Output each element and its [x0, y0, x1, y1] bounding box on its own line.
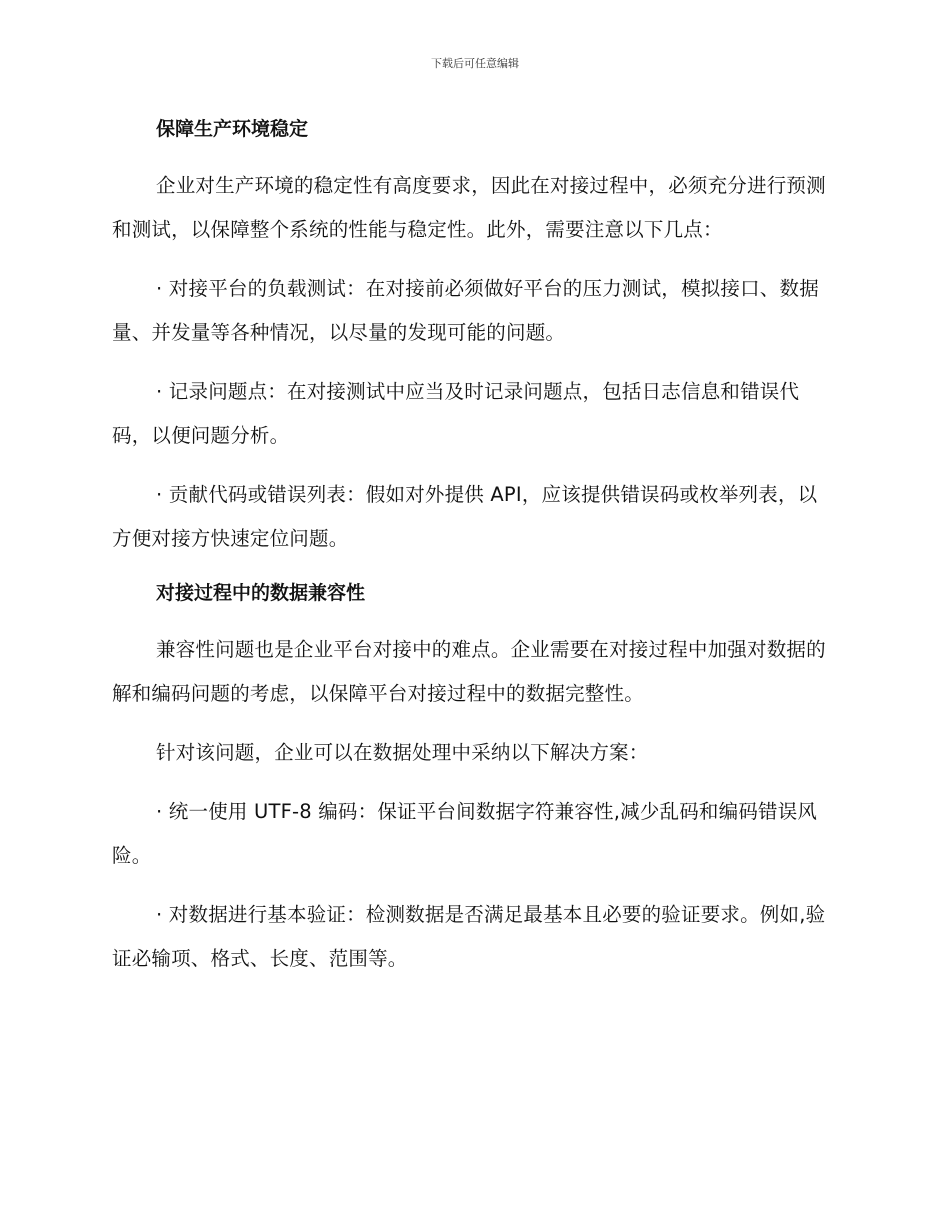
paragraph-compatibility-intro: 兼容性问题也是企业平台对接中的难点。企业需要在对接过程中加强对数据的解和编码问题的考虑，以保障平台对接过程中的数据完整性。	[112, 638, 826, 705]
paragraph-solutions-intro: 针对该问题，企业可以在数据处理中采纳以下解决方案：	[156, 741, 649, 764]
bullet-data-validation: · 对数据进行基本验证：检测数据是否满足最基本且必要的验证要求。例如,验证必输项、格式、长度、范围等。	[112, 903, 826, 970]
section-heading-compatibility: 对接过程中的数据兼容性	[156, 582, 366, 604]
page-header: 下载后可任意编辑	[431, 57, 519, 70]
bullet-utf8-encoding: · 统一使用 UTF-8 编码：保证平台间数据字符兼容性,减少乱码和编码错误风险。	[112, 800, 818, 867]
paragraph-stability-intro: 企业对生产环境的稳定性有高度要求，因此在对接过程中，必须充分进行预测和测试，以保障整个系统的性能与稳定性。此外，需要注意以下几点：	[112, 174, 826, 241]
document-body	[112, 112, 837, 996]
bullet-load-testing: · 对接平台的负载测试：在对接前必须做好平台的压力测试，模拟接口、数据量、并发量等各种情况，以尽量的发现可能的问题。	[112, 277, 819, 344]
bullet-error-list: · 贡献代码或错误列表：假如对外提供 API，应该提供错误码或枚举列表，以方便对接方快速定位问题。	[112, 483, 818, 550]
section-heading-stability: 保障生产环境稳定	[156, 118, 309, 140]
bullet-record-issues: · 记录问题点：在对接测试中应当及时记录问题点，包括日志信息和错误代码，以便问题分析。	[112, 380, 800, 447]
